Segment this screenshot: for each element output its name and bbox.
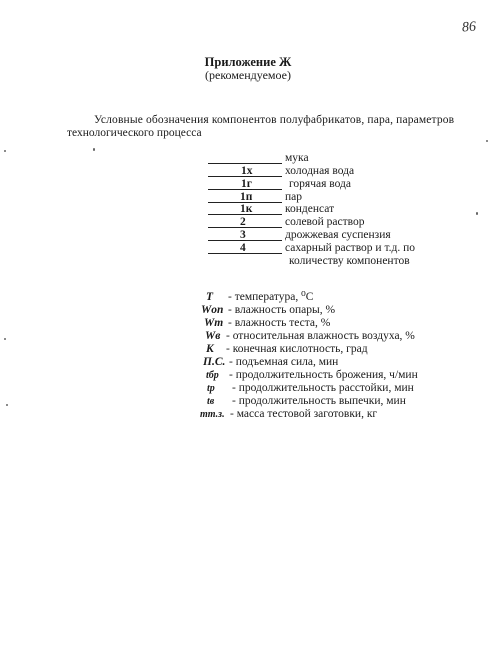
intro-line-2: технологического процесса [67, 127, 202, 139]
scan-speck [486, 140, 488, 142]
page-number: 86 [461, 19, 477, 36]
symbol: Wв [205, 330, 221, 342]
symbol-row [0, 395, 496, 408]
symbol: Wоп [201, 304, 224, 316]
legend-label: сахарный раствор и т.д. по [285, 242, 415, 254]
symbol-row [0, 382, 496, 395]
symbol-row [0, 304, 496, 317]
legend-row-flour [0, 152, 496, 165]
legend-code: 4 [240, 242, 246, 254]
symbol-description: - влажность теста, % [228, 317, 331, 329]
symbol-row [0, 291, 496, 304]
legend-line [208, 163, 282, 164]
legend-label: солевой раствор [285, 216, 365, 228]
scan-speck [93, 148, 95, 151]
legend-row-sugar-solution [0, 242, 496, 255]
legend-code: 1г [241, 178, 252, 190]
intro-paragraph [67, 114, 486, 140]
scan-speck [476, 212, 478, 215]
symbol: Wт [204, 317, 224, 329]
legend-row-hot-water [0, 178, 496, 191]
intro-line-1: Условные обозначения компонентов полуфабрикатов, пара, параметров [94, 114, 455, 126]
scan-speck [6, 404, 8, 406]
legend-label: горячая вода [289, 178, 351, 190]
scan-speck [4, 338, 6, 340]
symbol: К [206, 343, 214, 355]
symbol: tв [207, 396, 215, 407]
legend-row-condensate [0, 203, 496, 216]
legend-code: 1х [241, 165, 253, 177]
legend-label: холодная вода [285, 165, 355, 177]
symbol-description: - продолжительность выпечки, мин [232, 395, 406, 407]
symbol: tбр [206, 370, 219, 381]
symbol-description: - продолжительность брожения, ч/мин [229, 369, 418, 381]
legend-code: 1п [240, 191, 253, 203]
symbol-description: - температура, ⁰С [228, 291, 314, 303]
symbol: П.С. [203, 356, 226, 368]
symbol: T [206, 291, 214, 303]
legend-code: 3 [240, 229, 246, 241]
legend-row-cold-water [0, 165, 496, 178]
scan-speck [4, 150, 6, 152]
symbol-row [0, 356, 496, 369]
legend-label: мука [285, 152, 309, 164]
symbol: mт.з. [200, 409, 225, 420]
appendix-subtitle: (рекомендуемое) [205, 68, 291, 82]
symbol-row [0, 343, 496, 356]
legend-label: количеству компонентов [289, 255, 410, 267]
symbol-row [0, 317, 496, 330]
legend-code: 2 [240, 216, 246, 228]
symbol-description: - подъемная сила, мин [229, 356, 339, 368]
legend-row-salt-solution [0, 216, 496, 229]
symbol-description: - относительная влажность воздуха, % [226, 330, 415, 342]
legend-row-continuation [0, 255, 496, 268]
legend-label: пар [285, 191, 303, 203]
symbol-row [0, 369, 496, 382]
symbol-description: - влажность опары, % [228, 304, 336, 316]
symbol-description: - конечная кислотность, град [226, 343, 368, 355]
symbol-description: - продолжительность расстойки, мин [232, 382, 414, 394]
symbol-row [0, 408, 496, 421]
legend-label: дрожжевая суспензия [285, 229, 391, 241]
symbol-row [0, 330, 496, 343]
legend-code: 1к [240, 203, 253, 215]
legend-row-yeast-suspension [0, 229, 496, 242]
appendix-title: Приложение Ж [204, 55, 292, 69]
symbol: tр [207, 383, 215, 394]
legend-label: конденсат [285, 203, 335, 215]
symbol-description: - масса тестовой заготовки, кг [230, 408, 378, 420]
